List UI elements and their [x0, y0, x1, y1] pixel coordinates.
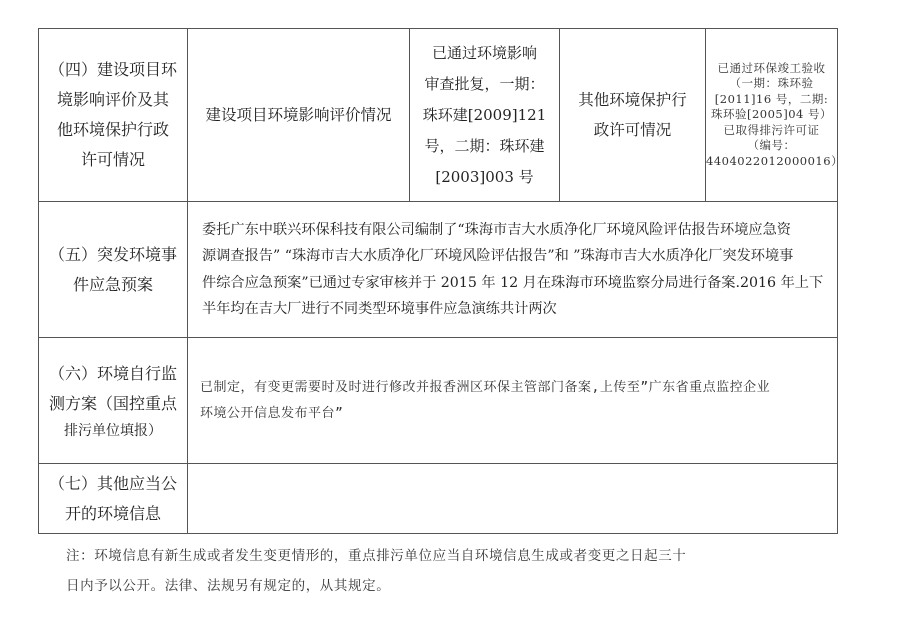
other-disclosure-content	[188, 464, 838, 534]
other-permit-value-line: 4404022012000016）	[706, 153, 844, 168]
eia-label-cell	[188, 29, 410, 202]
header-line: 境影响评价及其	[56, 90, 169, 109]
row-other-disclosure	[39, 464, 838, 534]
other-disclosure-text	[188, 495, 837, 503]
row-header-other-disclosure	[39, 464, 188, 534]
eia-value-line: 号，二期：珠环建	[424, 136, 545, 155]
row-monitoring-plan	[39, 338, 838, 464]
other-permit-value-cell	[706, 29, 844, 202]
header-line: 测方案（国控重点	[48, 393, 177, 413]
emergency-plan-line: 源调查报告” “珠海市吉大水质净化厂环境风险评估报告”和 ”珠海市吉大水质净化厂突发环境事	[202, 248, 794, 264]
emergency-plan-line: 委托广东中联兴环保科技有限公司编制了“珠海市吉大水质净化厂环境风险评估报告环境应急资	[202, 221, 791, 238]
row-header-emergency-plan	[39, 202, 188, 338]
eia-value-line: 审查批复，一期：	[424, 74, 545, 93]
header-line: （六）环境自行监	[48, 363, 177, 383]
other-permit-label-cell	[560, 29, 706, 202]
other-permit-value-line: 已通过环保竣工验收	[717, 60, 826, 75]
footnote-line: 日内予以公开。法律、法规另有规定的，从其规定。	[66, 578, 391, 594]
other-permit-value-line: 珠环验[2005]04 号）	[710, 107, 833, 122]
other-permit-label-line: 其他环境保护行	[578, 91, 687, 109]
eia-value-line: 已通过环境影响	[431, 43, 537, 62]
header-line: （五）突发环境事	[48, 244, 177, 264]
footnote-line: 注：环境信息有新生成或者发生变更情形的，重点排污单位应当自环境信息生成或者变更之日起三十	[66, 548, 687, 564]
other-permit-value-line: （编号：	[747, 138, 796, 153]
emergency-plan-line: 半年均在吉大厂进行不同类型环境事件应急演练共计两次	[202, 301, 557, 317]
monitoring-plan-line: 已制定，有变更需要时及时进行修改并报香洲区环保主管部门备案,上传至”广东省重点监控企业	[200, 379, 771, 395]
environmental-info-table	[38, 28, 844, 534]
header-line: 排污单位填报）	[64, 422, 162, 439]
eia-label: 建设项目环境影响评价情况	[205, 106, 392, 124]
row-header-eia-permits	[39, 29, 188, 202]
row-eia-permits	[39, 29, 838, 202]
monitoring-plan-content	[188, 338, 838, 464]
row-emergency-plan	[39, 202, 838, 338]
footnote	[66, 541, 826, 601]
header-line: 件应急预案	[72, 274, 153, 294]
other-permit-value-line: （一期：珠环验	[729, 76, 814, 91]
header-line: （七）其他应当公	[48, 473, 177, 493]
row-header-monitoring-plan	[39, 338, 188, 464]
header-line: 开的环境信息	[64, 503, 161, 523]
eia-value-line: 珠环建[2009]121	[422, 105, 547, 124]
eia-value-cell	[410, 29, 560, 202]
eia-value-line: [2003]003 号	[435, 167, 534, 186]
monitoring-plan-line: 环境公开信息发布平台”	[200, 405, 344, 421]
other-permit-value-line: [2011]16 号，二期:	[714, 91, 829, 106]
header-line: 许可情况	[80, 150, 145, 169]
emergency-plan-content	[188, 202, 838, 338]
emergency-plan-line: 件综合应急预案”已通过专家审核并于 2015 年 12 月在珠海市环境监察分局进行备案.2016 年上下	[202, 274, 824, 291]
header-line: 他环境保护行政	[56, 120, 169, 139]
other-permit-label-line: 政许可情况	[593, 121, 672, 139]
other-permit-value-line: 已取得排污许可证	[723, 122, 820, 137]
header-line: （四）建设项目环	[48, 60, 177, 79]
